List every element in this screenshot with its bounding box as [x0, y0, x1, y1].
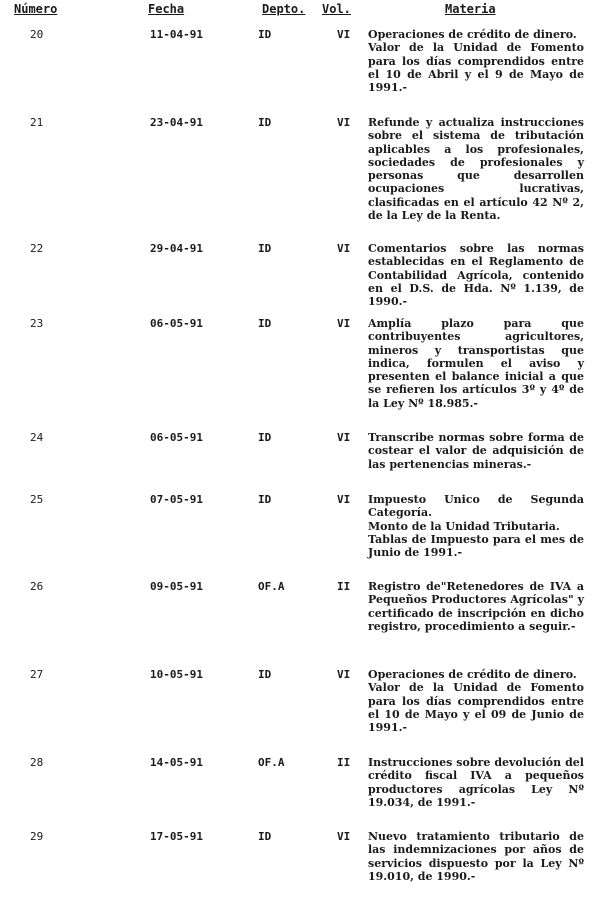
- row-numero: 20: [30, 28, 44, 41]
- row-vol: VI: [337, 116, 351, 129]
- header-numero: Número: [14, 2, 58, 16]
- row-materia: Amplía plazo para que contribuyentes agricultores, mineros y transportistas que indica, formulen el aviso y presenten el balance inicial a que se refieren los artículos 3º y 4º de la Ley Nº 18.985.-: [368, 317, 584, 410]
- row-numero: 21: [30, 116, 44, 129]
- row-fecha: 06-05-91: [150, 431, 203, 444]
- row-materia: Comentarios sobre las normas establecidas en el Reglamento de Contabilidad Agrícola, contenido en el D.S. de Hda. Nº 1.139, de 1990.-: [368, 242, 584, 309]
- row-vol: VI: [337, 830, 351, 843]
- row-materia: Transcribe normas sobre forma de costear el valor de adquisición de las pertenencias mineras.-: [368, 431, 584, 471]
- row-depto: ID: [258, 28, 272, 41]
- row-materia: Impuesto Unico de Segunda Categoría. Monto de la Unidad Tributaria. Tablas de Impuesto para el mes de Junio de 1991.-: [368, 493, 584, 560]
- row-materia: Operaciones de crédito de dinero. Valor de la Unidad de Fomento para los días comprendidos entre el 10 de Mayo y el 09 de Junio de 1991.-: [368, 668, 584, 735]
- row-numero: 28: [30, 756, 44, 769]
- row-fecha: 29-04-91: [150, 242, 203, 255]
- row-vol: II: [337, 580, 351, 593]
- bleed-through-texture: [145, 70, 290, 110]
- row-depto: ID: [258, 493, 272, 506]
- row-depto: ID: [258, 431, 272, 444]
- row-numero: 23: [30, 317, 44, 330]
- row-materia: Refunde y actualiza instrucciones sobre el sistema de tributación aplicables a los profesionales, sociedades de profesionales y personas que desarrollen ocupaciones lucrativas, clasificadas en el artículo 42 Nº 2, de la Ley de la Renta.: [368, 116, 584, 223]
- row-numero: 22: [30, 242, 44, 255]
- row-depto: OF.A: [258, 580, 285, 593]
- row-fecha: 23-04-91: [150, 116, 203, 129]
- row-depto: ID: [258, 242, 272, 255]
- row-numero: 27: [30, 668, 44, 681]
- row-numero: 25: [30, 493, 44, 506]
- row-depto: ID: [258, 116, 272, 129]
- row-fecha: 11-04-91: [150, 28, 203, 41]
- row-fecha: 09-05-91: [150, 580, 203, 593]
- row-depto: ID: [258, 317, 272, 330]
- row-depto: OF.A: [258, 756, 285, 769]
- row-fecha: 07-05-91: [150, 493, 203, 506]
- header-depto: Depto.: [262, 2, 306, 16]
- row-vol: VI: [337, 668, 351, 681]
- row-materia: Operaciones de crédito de dinero. Valor de la Unidad de Fomento para los días comprendidos entre el 10 de Abril y el 9 de Mayo de 1991.-: [368, 28, 584, 95]
- row-vol: VI: [337, 28, 351, 41]
- row-vol: VI: [337, 242, 351, 255]
- row-materia: Registro de"Retenedores de IVA a Pequeños Productores Agrícolas" y certificado de inscripción en dicho registro, procedimiento a seguir.-: [368, 580, 584, 633]
- row-fecha: 17-05-91: [150, 830, 203, 843]
- row-vol: VI: [337, 493, 351, 506]
- row-materia: Instrucciones sobre devolución del crédito fiscal IVA a pequeños productores agrícolas Ley Nº 19.034, de 1991.-: [368, 756, 584, 809]
- row-fecha: 14-05-91: [150, 756, 203, 769]
- row-vol: VI: [337, 431, 351, 444]
- row-fecha: 10-05-91: [150, 668, 203, 681]
- row-numero: 26: [30, 580, 44, 593]
- header-vol: Vol.: [322, 2, 351, 16]
- row-vol: II: [337, 756, 351, 769]
- row-numero: 29: [30, 830, 44, 843]
- header-fecha: Fecha: [148, 2, 185, 16]
- row-depto: ID: [258, 668, 272, 681]
- row-materia: Nuevo tratamiento tributario de las indemnizaciones por años de servicios dispuesto por la Ley Nº 19.010, de 1990.-: [368, 830, 584, 883]
- row-depto: ID: [258, 830, 272, 843]
- row-vol: VI: [337, 317, 351, 330]
- header-materia: Materia: [445, 2, 496, 16]
- row-numero: 24: [30, 431, 44, 444]
- row-fecha: 06-05-91: [150, 317, 203, 330]
